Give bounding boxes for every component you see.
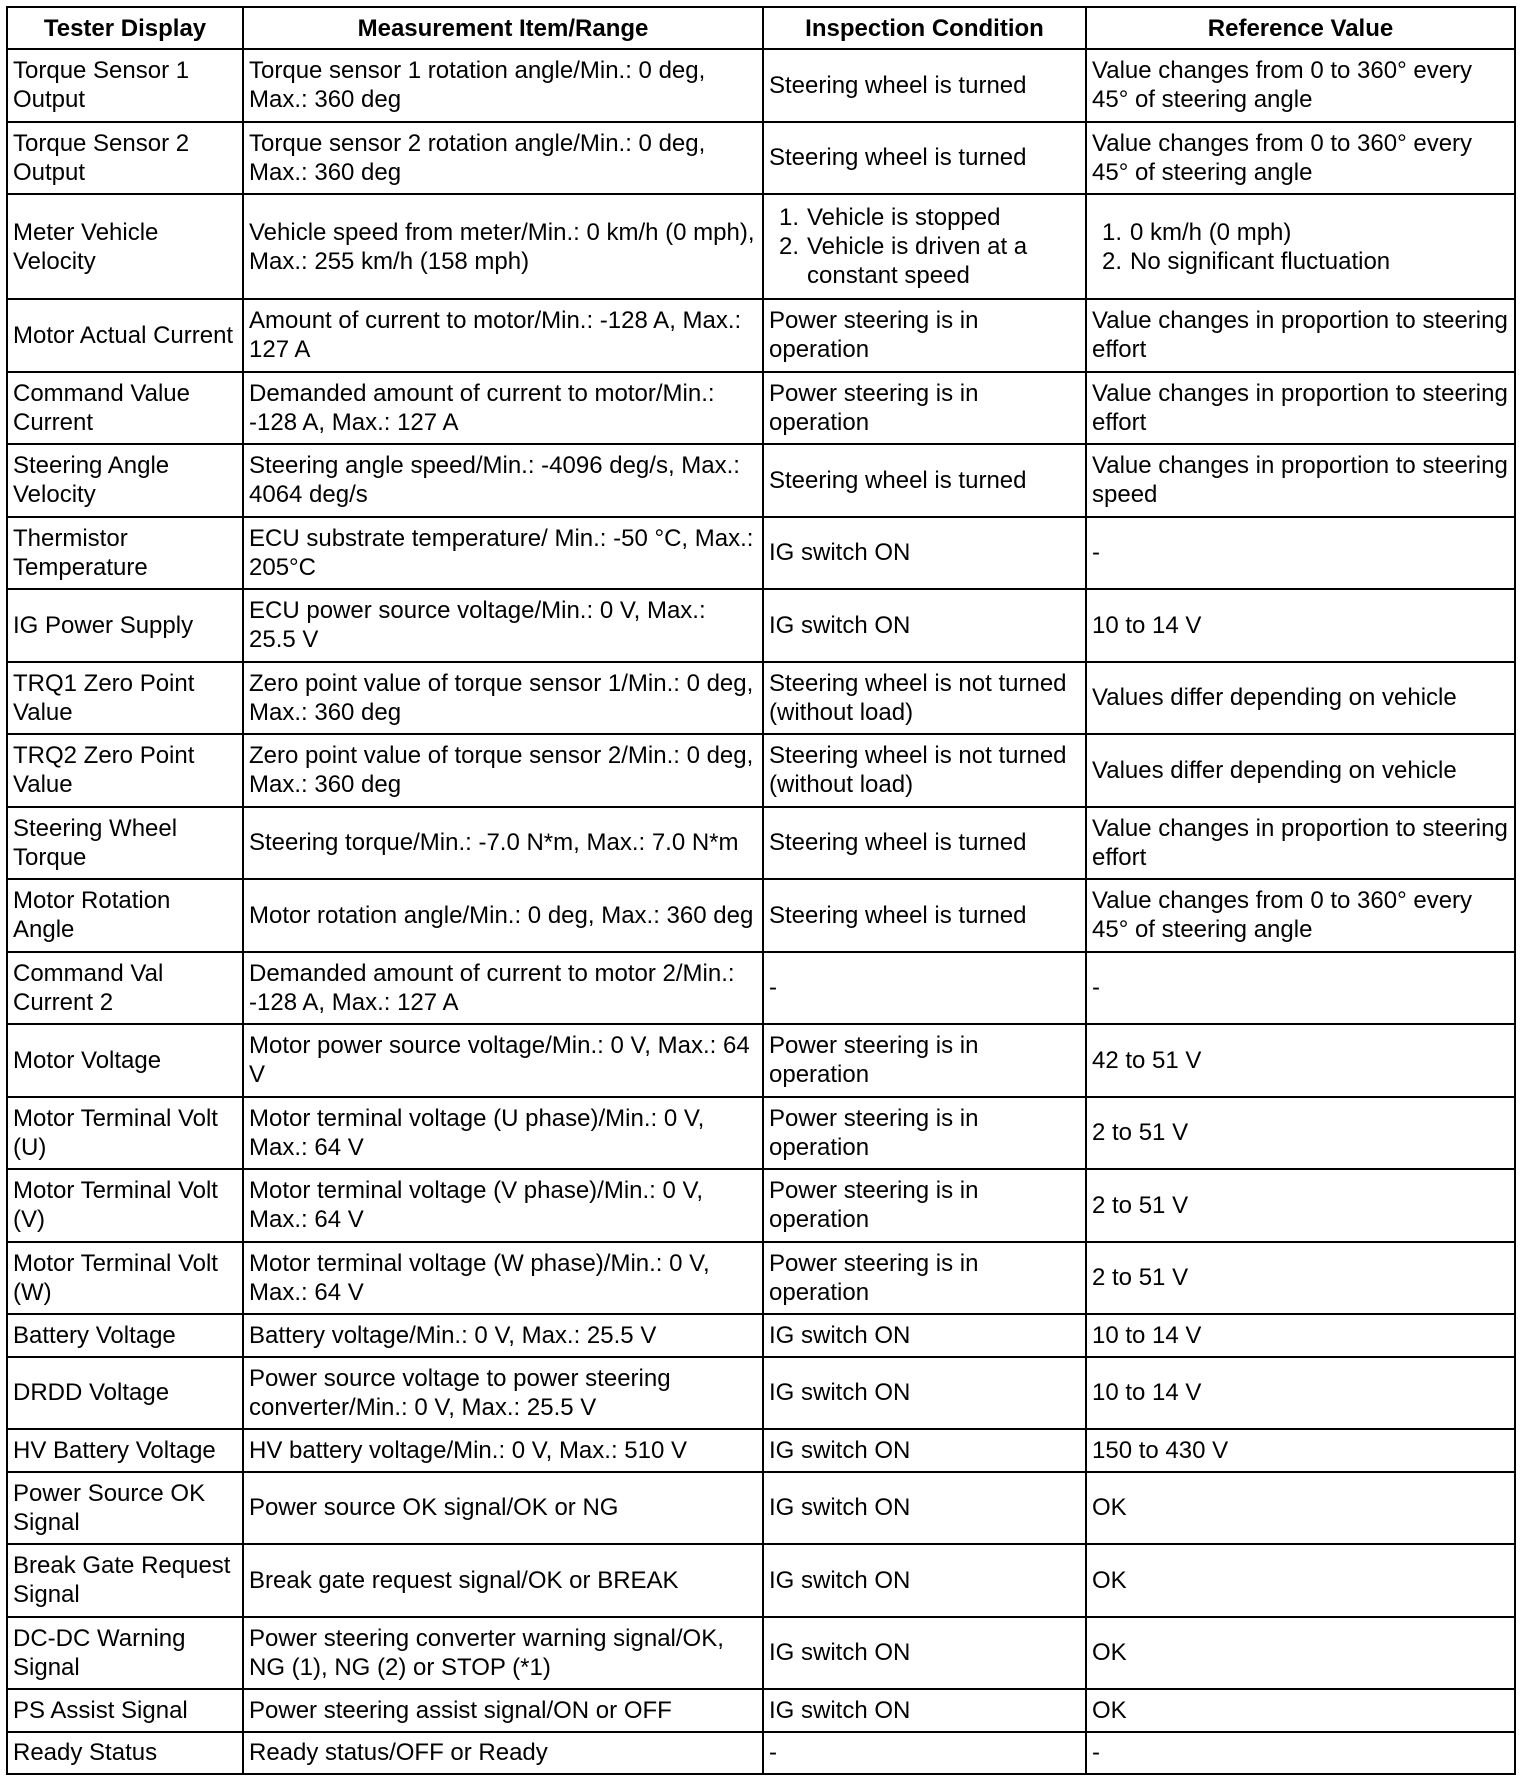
reference-cell: 2 to 51 V [1086, 1097, 1515, 1170]
tester-display-cell: Motor Terminal Volt (V) [7, 1169, 243, 1242]
tester-display-cell: Meter Vehicle Velocity [7, 194, 243, 299]
reference-cell: 10 to 14 V [1086, 589, 1515, 662]
list-item [769, 203, 1080, 232]
condition-cell: Steering wheel is not turned (without load) [763, 662, 1086, 735]
tester-display-cell: TRQ2 Zero Point Value [7, 734, 243, 807]
reference-cell: 10 to 14 V [1086, 1357, 1515, 1430]
list-item-text: Vehicle is stopped [807, 204, 1001, 231]
reference-cell: 10 to 14 V [1086, 1314, 1515, 1357]
reference-cell: OK [1086, 1689, 1515, 1732]
reference-cell: OK [1086, 1544, 1515, 1617]
reference-cell: Value changes in proportion to steering speed [1086, 444, 1515, 517]
list-item [769, 232, 1080, 290]
table-row [7, 1097, 1515, 1170]
measurement-cell: Battery voltage/Min.: 0 V, Max.: 25.5 V [243, 1314, 763, 1357]
list-number: 2. [779, 233, 800, 260]
list-item-text: 0 km/h (0 mph) [1130, 218, 1292, 246]
tester-display-cell: Battery Voltage [7, 1314, 243, 1357]
reference-cell: Value changes in proportion to steering effort [1086, 807, 1515, 880]
list-number: 1. [1102, 218, 1123, 246]
reference-cell: Value changes from 0 to 360° every 45° of steering angle [1086, 122, 1515, 195]
list-item [1092, 218, 1509, 247]
condition-list [769, 203, 1080, 290]
table-row [7, 1242, 1515, 1315]
measurement-cell: Power source OK signal/OK or NG [243, 1472, 763, 1545]
tester-display-cell: TRQ1 Zero Point Value [7, 662, 243, 735]
list-number: 1. [779, 204, 800, 231]
measurement-cell: Amount of current to motor/Min.: -128 A, Max.: 127 A [243, 299, 763, 372]
measurement-cell: Demanded amount of current to motor/Min.: -128 A, Max.: 127 A [243, 372, 763, 445]
header-row [7, 7, 1515, 49]
reference-cell: 2 to 51 V [1086, 1242, 1515, 1315]
condition-cell: IG switch ON [763, 1314, 1086, 1357]
table-row [7, 299, 1515, 372]
table-row [7, 952, 1515, 1025]
measurement-cell: Break gate request signal/OK or BREAK [243, 1544, 763, 1617]
tester-display-cell: Command Value Current [7, 372, 243, 445]
tester-display-cell: HV Battery Voltage [7, 1429, 243, 1472]
header-reference-value: Reference Value [1086, 7, 1515, 49]
header-inspection-condition: Inspection Condition [763, 7, 1086, 49]
condition-cell: Power steering is in operation [763, 1097, 1086, 1170]
tester-display-cell: Motor Terminal Volt (W) [7, 1242, 243, 1315]
header-tester-display: Tester Display [7, 7, 243, 49]
reference-cell: - [1086, 1732, 1515, 1775]
tester-display-cell: Motor Terminal Volt (U) [7, 1097, 243, 1170]
measurement-cell: Power source voltage to power steering converter/Min.: 0 V, Max.: 25.5 V [243, 1357, 763, 1430]
reference-cell: Values differ depending on vehicle [1086, 662, 1515, 735]
reference-cell [1086, 194, 1515, 299]
header-measurement-item-range: Measurement Item/Range [243, 7, 763, 49]
data-list-table [6, 6, 1516, 1775]
table-row [7, 1732, 1515, 1775]
condition-cell: IG switch ON [763, 589, 1086, 662]
list-item-text: No significant fluctuation [1130, 247, 1391, 275]
table-row [7, 49, 1515, 122]
condition-cell: Steering wheel is turned [763, 122, 1086, 195]
measurement-cell: Ready status/OFF or Ready [243, 1732, 763, 1775]
reference-cell: Value changes in proportion to steering effort [1086, 299, 1515, 372]
condition-cell: Steering wheel is turned [763, 807, 1086, 880]
condition-cell: Power steering is in operation [763, 372, 1086, 445]
table-row [7, 589, 1515, 662]
reference-cell: 150 to 430 V [1086, 1429, 1515, 1472]
measurement-cell: Vehicle speed from meter/Min.: 0 km/h (0 mph), Max.: 255 km/h (158 mph) [243, 194, 763, 299]
reference-cell: OK [1086, 1617, 1515, 1690]
condition-cell: IG switch ON [763, 517, 1086, 590]
tester-display-cell: Ready Status [7, 1732, 243, 1775]
list-item-text: Vehicle is driven at a constant speed [807, 233, 1028, 289]
reference-cell: Values differ depending on vehicle [1086, 734, 1515, 807]
table-row [7, 444, 1515, 517]
tester-display-cell: Motor Voltage [7, 1024, 243, 1097]
measurement-cell: Zero point value of torque sensor 2/Min.: 0 deg, Max.: 360 deg [243, 734, 763, 807]
tester-display-cell: IG Power Supply [7, 589, 243, 662]
table-row [7, 879, 1515, 952]
condition-cell: IG switch ON [763, 1689, 1086, 1732]
condition-cell: IG switch ON [763, 1617, 1086, 1690]
condition-cell: Power steering is in operation [763, 1242, 1086, 1315]
table-row [7, 1024, 1515, 1097]
tester-display-cell: PS Assist Signal [7, 1689, 243, 1732]
measurement-cell: Steering torque/Min.: -7.0 N*m, Max.: 7.0 N*m [243, 807, 763, 880]
measurement-cell: ECU power source voltage/Min.: 0 V, Max.: 25.5 V [243, 589, 763, 662]
condition-cell: Steering wheel is not turned (without load) [763, 734, 1086, 807]
measurement-cell: Motor terminal voltage (U phase)/Min.: 0 V, Max.: 64 V [243, 1097, 763, 1170]
reference-cell: Value changes from 0 to 360° every 45° of steering angle [1086, 879, 1515, 952]
condition-cell [763, 194, 1086, 299]
measurement-cell: Power steering converter warning signal/OK, NG (1), NG (2) or STOP (*1) [243, 1617, 763, 1690]
tester-display-cell: Steering Angle Velocity [7, 444, 243, 517]
tester-display-cell: Torque Sensor 1 Output [7, 49, 243, 122]
table-row [7, 1472, 1515, 1545]
table-row [7, 1314, 1515, 1357]
table-body [7, 49, 1515, 1774]
reference-cell: Value changes in proportion to steering effort [1086, 372, 1515, 445]
tester-display-cell: Motor Rotation Angle [7, 879, 243, 952]
reference-cell: - [1086, 952, 1515, 1025]
reference-cell: OK [1086, 1472, 1515, 1545]
measurement-cell: Motor power source voltage/Min.: 0 V, Max.: 64 V [243, 1024, 763, 1097]
tester-display-cell: Power Source OK Signal [7, 1472, 243, 1545]
measurement-cell: Motor rotation angle/Min.: 0 deg, Max.: 360 deg [243, 879, 763, 952]
tester-display-cell: Steering Wheel Torque [7, 807, 243, 880]
condition-cell: IG switch ON [763, 1544, 1086, 1617]
table-row [7, 1617, 1515, 1690]
reference-cell: - [1086, 517, 1515, 590]
tester-display-cell: DC-DC Warning Signal [7, 1617, 243, 1690]
table-row [7, 734, 1515, 807]
tester-display-cell: DRDD Voltage [7, 1357, 243, 1430]
table-row [7, 1429, 1515, 1472]
measurement-cell: ECU substrate temperature/ Min.: -50 °C, Max.: 205°C [243, 517, 763, 590]
table-row [7, 517, 1515, 590]
table-row [7, 1544, 1515, 1617]
condition-cell: IG switch ON [763, 1357, 1086, 1430]
condition-cell: Steering wheel is turned [763, 879, 1086, 952]
reference-cell: 42 to 51 V [1086, 1024, 1515, 1097]
tester-display-cell: Torque Sensor 2 Output [7, 122, 243, 195]
measurement-cell: HV battery voltage/Min.: 0 V, Max.: 510 V [243, 1429, 763, 1472]
list-item [1092, 247, 1509, 276]
measurement-cell: Steering angle speed/Min.: -4096 deg/s, Max.: 4064 deg/s [243, 444, 763, 517]
measurement-cell: Torque sensor 1 rotation angle/Min.: 0 deg, Max.: 360 deg [243, 49, 763, 122]
table-row [7, 807, 1515, 880]
reference-cell: Value changes from 0 to 360° every 45° of steering angle [1086, 49, 1515, 122]
condition-cell: - [763, 952, 1086, 1025]
measurement-cell: Zero point value of torque sensor 1/Min.: 0 deg, Max.: 360 deg [243, 662, 763, 735]
measurement-cell: Motor terminal voltage (W phase)/Min.: 0 V, Max.: 64 V [243, 1242, 763, 1315]
table-row [7, 372, 1515, 445]
measurement-cell: Power steering assist signal/ON or OFF [243, 1689, 763, 1732]
table-header [7, 7, 1515, 49]
tester-display-cell: Thermistor Temperature [7, 517, 243, 590]
tester-display-cell: Command Val Current 2 [7, 952, 243, 1025]
condition-cell: Power steering is in operation [763, 299, 1086, 372]
condition-cell: - [763, 1732, 1086, 1775]
measurement-cell: Torque sensor 2 rotation angle/Min.: 0 deg, Max.: 360 deg [243, 122, 763, 195]
condition-cell: IG switch ON [763, 1472, 1086, 1545]
table-row [7, 122, 1515, 195]
condition-cell: IG switch ON [763, 1429, 1086, 1472]
list-number: 2. [1102, 247, 1123, 275]
tester-display-cell: Motor Actual Current [7, 299, 243, 372]
measurement-cell: Motor terminal voltage (V phase)/Min.: 0 V, Max.: 64 V [243, 1169, 763, 1242]
measurement-cell: Demanded amount of current to motor 2/Min.: -128 A, Max.: 127 A [243, 952, 763, 1025]
reference-cell: 2 to 51 V [1086, 1169, 1515, 1242]
tester-display-cell: Break Gate Request Signal [7, 1544, 243, 1617]
table-row [7, 1689, 1515, 1732]
condition-cell: Power steering is in operation [763, 1169, 1086, 1242]
table-row [7, 1357, 1515, 1430]
reference-list [1092, 218, 1509, 276]
table-row [7, 194, 1515, 299]
condition-cell: Steering wheel is turned [763, 49, 1086, 122]
condition-cell: Power steering is in operation [763, 1024, 1086, 1097]
condition-cell: Steering wheel is turned [763, 444, 1086, 517]
table-row [7, 662, 1515, 735]
table-row [7, 1169, 1515, 1242]
